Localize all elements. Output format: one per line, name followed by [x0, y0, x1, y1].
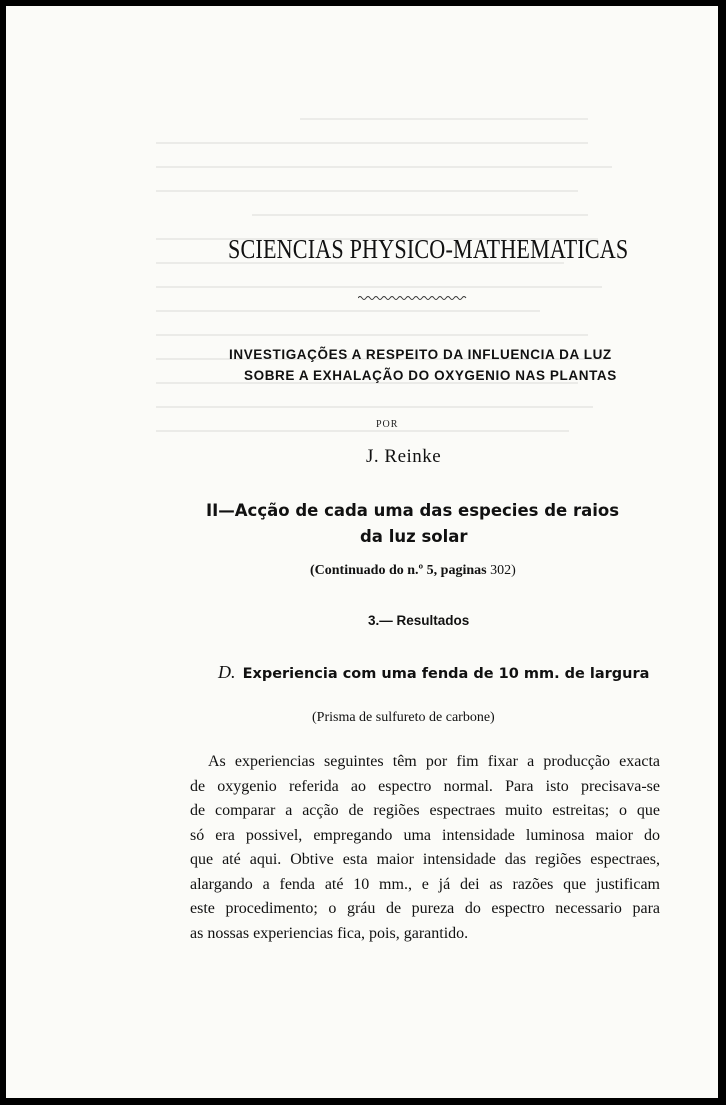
- prism-note: (Prisma de sulfureto de carbone): [312, 710, 495, 725]
- body-line: que até aqui. Obtive esta maior intensidade das regiões espectraes,: [190, 851, 660, 868]
- experiment-heading: [218, 662, 649, 683]
- body-line: só era possivel, empregando uma intensidade luminosa maior do: [190, 826, 660, 844]
- document-page: [6, 6, 718, 1098]
- byline-por: POR: [376, 419, 399, 430]
- body-line: as nossas experiencias fica, pois, garantido.: [190, 924, 469, 942]
- continuation-prefix: (Continuado do n.º 5,: [310, 563, 441, 578]
- results-heading: 3.— Resultados: [368, 613, 470, 628]
- subsection-heading-line: da luz solar: [360, 527, 468, 546]
- author-name: J. Reinke: [366, 446, 442, 467]
- subsection-heading-line: II—Acção de cada uma das especies de raios: [206, 501, 620, 520]
- article-title-line: SOBRE A EXHALAÇÃO DO OXYGENIO NAS PLANTAS: [244, 368, 617, 383]
- continuation-page-number: 302): [486, 563, 516, 578]
- continuation-note: [310, 563, 516, 579]
- body-line: As experiencias seguintes têm por fim fixar a producção exacta: [208, 753, 660, 770]
- experiment-letter: D.: [218, 662, 236, 682]
- article-title-line: INVESTIGAÇÕES A RESPEITO DA INFLUENCIA DA LUZ: [229, 347, 612, 362]
- body-line: este procedimento; o gráu de pureza do espectro necessario para: [190, 900, 660, 917]
- subsection-heading: [206, 498, 636, 550]
- article-title: [229, 344, 617, 386]
- continuation-pages-word: paginas: [440, 563, 487, 578]
- body-line: de oxygenio referida ao espectro normal. Para isto precisava-se: [190, 777, 660, 795]
- body-line: de comparar a acção de regiões espectraes muito estreitas; o que: [190, 802, 660, 819]
- ornamental-wavy-rule: [358, 294, 468, 302]
- body-line: alargando a fenda até 10 mm., e já dei as razões que justificam: [190, 875, 660, 893]
- section-title: SCIENCIAS PHYSICO-MATHEMATICAS: [228, 234, 629, 264]
- body-paragraph: [190, 750, 660, 946]
- experiment-heading-text: Experiencia com uma fenda de 10 mm. de largura: [242, 666, 650, 682]
